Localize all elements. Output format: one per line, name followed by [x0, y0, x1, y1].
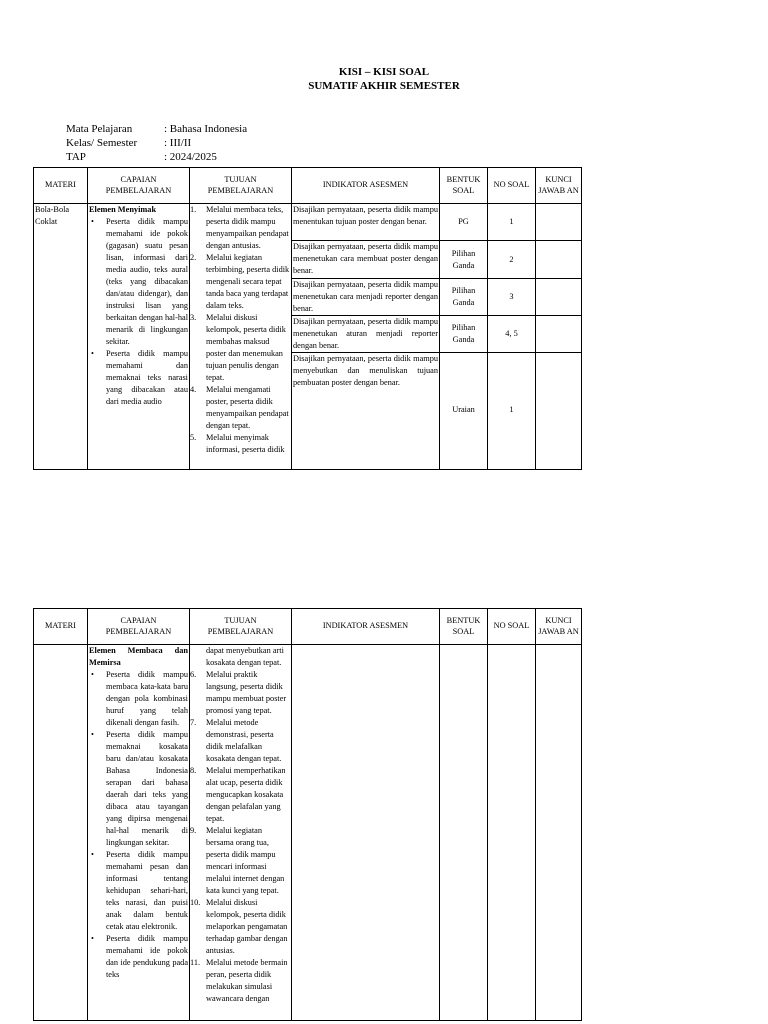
kisi-table-1 — [33, 167, 582, 470]
meta-label-class: Kelas/ Semester — [66, 137, 138, 149]
col-header-tujuan: TUJUAN PEMBELAJARAN — [190, 168, 292, 204]
kunci-item — [536, 279, 581, 316]
tujuan-item: 2. Melalui kegiatan terbimbing, peserta didik mengenali secara tepat tanda baca yang terdapat dalam teks. — [190, 253, 290, 310]
tujuan-cell — [190, 204, 292, 470]
col-header-kunci: KUNCI JAWAB AN — [536, 609, 582, 645]
no-soal-item: 1 — [488, 204, 535, 241]
col-header-materi: MATERI — [34, 168, 88, 204]
meta-label-subject: Mata Pelajaran — [66, 123, 133, 135]
capaian-item: • Peserta didik mampu memahami pesan dan informasi tentang kehidupan sehari-hari, teks narasi, dan puisi anak dalam bentuk cetak atau elektronik. — [89, 849, 188, 933]
tujuan-item: 4. Melalui mengamati poster, peserta didik menyampaikan pendapat dengan tepat. — [190, 385, 289, 430]
tujuan-item: 1. Melalui membaca teks, peserta didik mampu menyampaikan pendapat dengan antusias. — [190, 205, 289, 250]
no-soal-cell — [488, 204, 536, 470]
col-header-capaian: CAPAIAN PEMBELAJARAN — [88, 609, 190, 645]
indikator-item: Disajikan pernyataan, peserta didik mampu menyebutkan dan menuliskan tujuan pembuatan poster dengan benar. — [293, 354, 438, 387]
col-header-indikator: INDIKATOR ASESMEN — [292, 168, 440, 204]
capaian-cell — [88, 645, 190, 1021]
tujuan-item: 6. Melalui praktik langsung, peserta didik mampu membuat poster promosi yang tepat. — [190, 670, 287, 715]
tujuan-cell — [190, 645, 292, 1021]
meta-label-year: TAP — [66, 151, 86, 163]
tujuan-item: 7. Melalui metode demonstrasi, peserta didik melafalkan kosakata dengan tepat. — [190, 718, 282, 763]
document-subtitle: SUMATIF AKHIR SEMESTER — [308, 80, 460, 92]
bentuk-item: PG — [440, 204, 487, 241]
col-header-bentuk: BENTUK SOAL — [440, 168, 488, 204]
tujuan-item: 3. Melalui diskusi kelompok, peserta didik membahas maksud poster dan menemukan tujuan penulis dengan tepat. — [190, 313, 286, 382]
bentuk-item: Pilihan Ganda — [440, 316, 487, 353]
materi-cell — [34, 645, 88, 1021]
no-soal-item: 3 — [488, 279, 535, 316]
indikator-cell — [292, 645, 440, 1021]
meta-value-year: : 2024/2025 — [164, 151, 217, 163]
indikator-item: Disajikan pernyataan, peserta didik mampu menenetukan cara menjadi reporter dengan benar. — [292, 279, 439, 316]
tujuan-continuation: dapat menyebutkan arti kosakata dengan tepat. — [206, 646, 284, 667]
table-row — [34, 645, 582, 1021]
kunci-item — [536, 204, 581, 241]
col-header-bentuk: BENTUK SOAL — [440, 609, 488, 645]
capaian-heading: Elemen Membaca dan Memirsa — [89, 646, 188, 667]
capaian-item: • Peserta didik mampu memahami ide pokok dan ide pendukung pada teks — [89, 933, 188, 981]
capaian-cell — [88, 204, 190, 470]
col-header-capaian: CAPAIAN PEMBELAJARAN — [88, 168, 190, 204]
capaian-item: • Peserta didik mampu memahami ide pokok (gagasan) suatu pesan lisan, informasi dari media audio, teks aural (teks yang dibacakan dan/atau didengar), dan instruksi lisan yang berkaitan dengan hal-hal menarik di lingkungan sekitar. — [89, 216, 188, 348]
indikator-cell — [292, 204, 440, 470]
tujuan-item: 5. Melalui menyimak informasi, peserta didik — [190, 433, 285, 454]
indikator-item: Disajikan pernyataan, peserta didik mampu menenetukan cara membuat poster dengan benar. — [292, 241, 439, 279]
col-header-materi: MATERI — [34, 609, 88, 645]
col-header-no-soal: NO SOAL — [488, 609, 536, 645]
bentuk-item: Pilihan Ganda — [440, 279, 487, 316]
materi-cell: Bola-Bola Coklat — [34, 204, 88, 470]
tujuan-item: 11. Melalui metode bermain peran, peserta didik melakukan simulasi wawancara dengan — [190, 958, 288, 1003]
document-title: KISI – KISI SOAL — [338, 66, 430, 78]
no-soal-item: 1 — [509, 404, 514, 414]
bentuk-cell — [440, 204, 488, 470]
tujuan-item: 10. Melalui diskusi kelompok, peserta didik melaporkan pengamatan terhadap gambar dengan antusias. — [190, 898, 288, 955]
no-soal-item: 4, 5 — [488, 316, 535, 353]
bentuk-cell — [440, 645, 488, 1021]
kunci-cell — [536, 204, 582, 470]
capaian-item: • Peserta didik mampu membaca kata-kata baru dengan pola kombinasi huruf yang telah dikenali dengan fasih. — [89, 669, 188, 729]
no-soal-item: 2 — [488, 241, 535, 279]
kunci-item — [536, 316, 581, 353]
indikator-item: Disajikan pernyataan, peserta didik mampu menentukan tujuan poster dengan benar. — [292, 204, 439, 241]
tujuan-item: 9. Melalui kegiatan bersama orang tua, peserta didik mampu mencari informasi melalui internet dengan kata kunci yang tepat. — [190, 826, 285, 895]
kunci-item — [536, 353, 581, 466]
kunci-cell — [536, 645, 582, 1021]
bentuk-item: Pilihan Ganda — [440, 241, 487, 279]
col-header-no-soal: NO SOAL — [488, 168, 536, 204]
table-header-row — [34, 609, 582, 645]
indikator-item: Disajikan pernyataan, peserta didik mampu menenetukan aturan menjadi reporter dengan benar. — [292, 316, 439, 353]
kisi-table-2 — [33, 608, 582, 1021]
meta-value-class: : III/II — [164, 137, 192, 149]
capaian-item: • Peserta didik mampu memaknai kosakata baru dan/atau kosakata Bahasa Indonesia serapan dari bahasa daerah dari teks yang dibaca atau tayangan yang dipirsa mengenai hal-hal menarik di lingkungan sekitar. — [89, 729, 188, 849]
table-header-row — [34, 168, 582, 204]
meta-value-subject: : Bahasa Indonesia — [164, 123, 248, 135]
capaian-heading: Elemen Menyimak — [89, 205, 157, 214]
kunci-item — [536, 241, 581, 279]
bentuk-item: Uraian — [452, 404, 475, 414]
no-soal-cell — [488, 645, 536, 1021]
col-header-tujuan: TUJUAN PEMBELAJARAN — [190, 609, 292, 645]
col-header-indikator: INDIKATOR ASESMEN — [292, 609, 440, 645]
table-row — [34, 204, 582, 470]
tujuan-item: 8. Melalui memperhatikan alat ucap, peserta didik mengucapkan kosakata dengan pelafalan yang tepat. — [190, 766, 286, 823]
capaian-item: • Peserta didik mampu memahami dan memaknai teks narasi yang dibacakan atau dari media audio — [89, 348, 188, 408]
col-header-kunci: KUNCI JAWAB AN — [536, 168, 582, 204]
